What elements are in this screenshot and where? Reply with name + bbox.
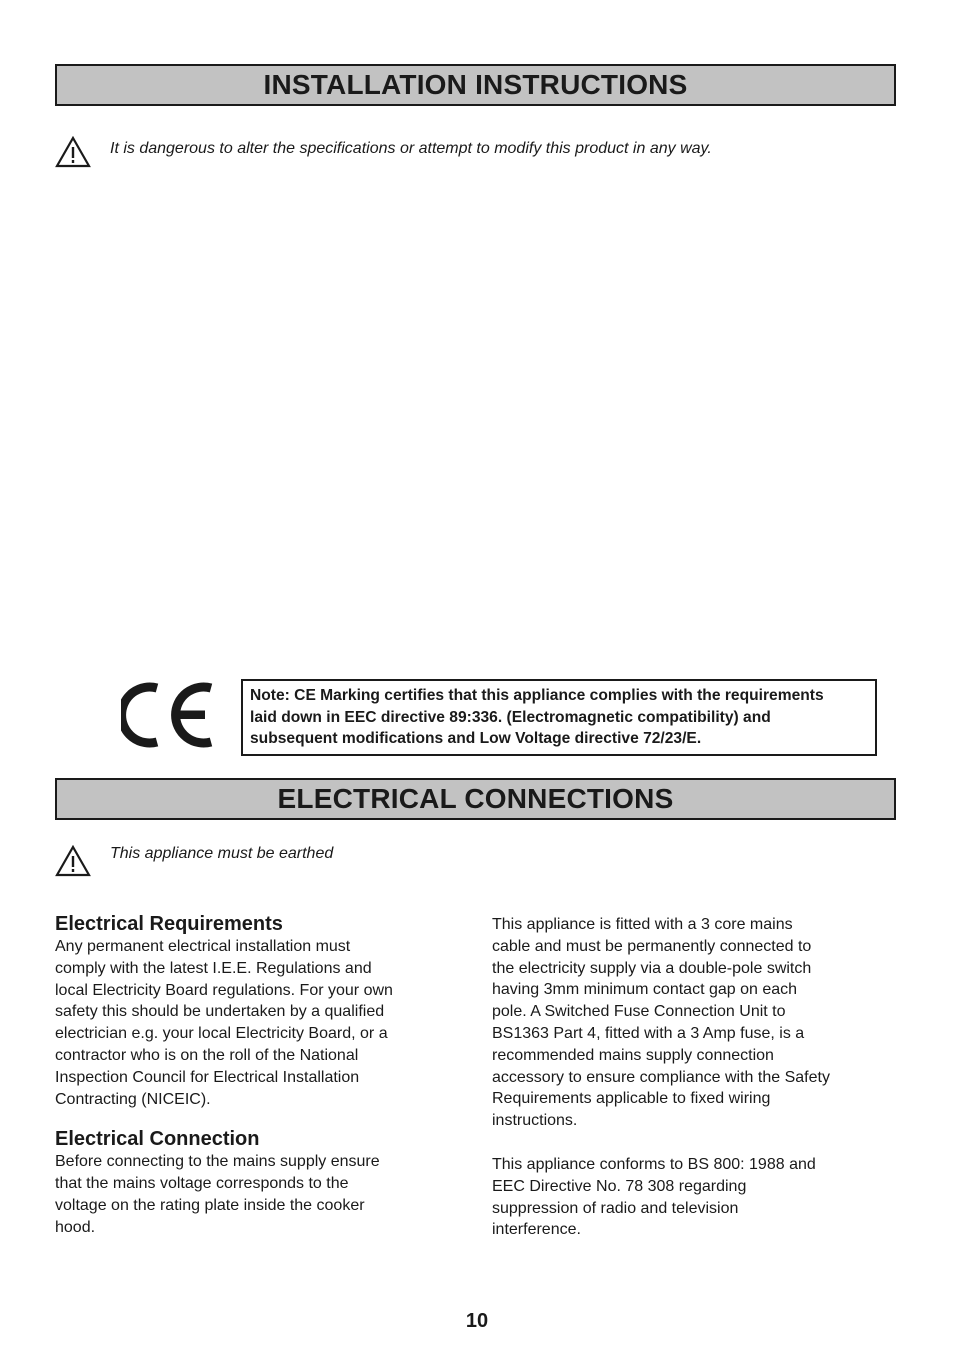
electrical-title: ELECTRICAL CONNECTIONS: [277, 783, 674, 814]
requirements-line: Any permanent electrical installation must: [55, 938, 351, 955]
fitting-line: having 3mm minimum contact gap on each: [492, 981, 798, 999]
requirements-line: Contracting (NICEIC).: [55, 1090, 211, 1108]
fitting-line: This appliance is fitted with a 3 core mains: [492, 916, 793, 933]
conformity-line: suppression of radio and television: [492, 1199, 739, 1217]
installation-instructions-banner: [55, 64, 896, 106]
requirements-line: comply with the latest I.E.E. Regulations and: [55, 959, 372, 977]
installation-title: INSTALLATION INSTRUCTIONS: [263, 69, 688, 100]
fitting-line: BS1363 Part 4, fitted with a 3 Amp fuse, is a: [492, 1024, 805, 1042]
conformity-line: EEC Directive No. 78 308 regarding: [492, 1177, 747, 1195]
ce-note-line: Note: CE Marking certifies that this appliance complies with the requirements: [250, 687, 824, 704]
warning-triangle-icon: [55, 845, 91, 877]
fitting-line: instructions.: [492, 1112, 578, 1130]
fitting-line: Requirements applicable to fixed wiring: [492, 1090, 771, 1108]
ce-note-line: laid down in EEC directive 89:336. (Electromagnetic compatibility) and: [250, 708, 771, 726]
fitting-line: recommended mains supply connection: [492, 1046, 774, 1064]
left-column: [55, 912, 425, 1239]
electrical-connections-banner: [55, 778, 896, 820]
connection-line: that the mains voltage corresponds to the: [55, 1175, 349, 1193]
requirements-line: local Electricity Board regulations. For your own: [55, 981, 393, 999]
fitting-line: accessory to ensure compliance with the Safety: [492, 1068, 830, 1086]
ce-marking-note: [241, 679, 877, 756]
fitting-line: the electricity supply via a double-pole switch: [492, 959, 812, 977]
fitting-line: pole. A Switched Fuse Connection Unit to: [492, 1003, 786, 1021]
requirements-line: electrician e.g. your local Electricity Board, or a: [55, 1025, 388, 1043]
requirements-line: contractor who is on the roll of the National: [55, 1046, 359, 1064]
ce-mark-logo: [121, 680, 215, 750]
requirements-line: Inspection Council for Electrical Installation: [55, 1068, 360, 1086]
fitting-line: cable and must be permanently connected to: [492, 937, 812, 955]
electrical-requirements-heading: Electrical Requirements: [55, 913, 283, 935]
connection-line: voltage on the rating plate inside the cooker: [55, 1196, 365, 1214]
earthing-warning-text: This appliance must be earthed: [110, 845, 334, 862]
warning-triangle-icon: [55, 136, 91, 168]
requirements-line: safety this should be undertaken by a qualified: [55, 1003, 385, 1021]
conformity-line: This appliance conforms to BS 800: 1988 and: [492, 1155, 816, 1173]
modification-warning-text: It is dangerous to alter the specifications or attempt to modify this product in any way.: [110, 140, 712, 157]
ce-note-line: subsequent modifications and Low Voltage directive 72/23/E.: [250, 730, 702, 748]
page-number: 10: [465, 1310, 489, 1332]
connection-line: Before connecting to the mains supply ensure: [55, 1153, 380, 1171]
electrical-connection-heading: Electrical Connection: [55, 1128, 260, 1151]
connection-line: hood.: [55, 1218, 96, 1236]
conformity-line: interference.: [492, 1221, 581, 1239]
right-column: [492, 914, 872, 1241]
